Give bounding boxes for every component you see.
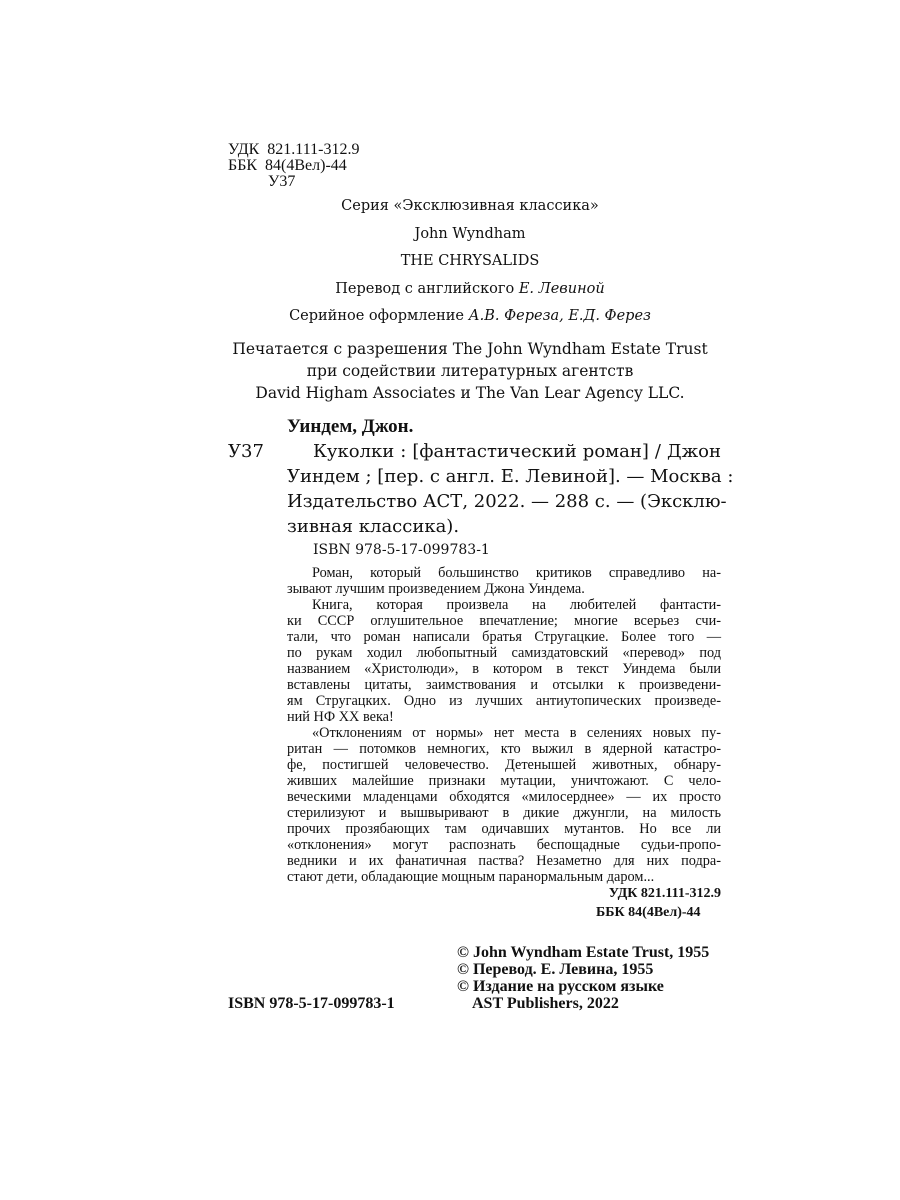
copyright-line: © Издание на русском языке (457, 978, 664, 995)
design-prefix: Серийное оформление (289, 308, 465, 324)
udk-header (228, 142, 359, 158)
series-line: Серия «Эксклюзивная классика» (341, 198, 599, 214)
bib-line: Уиндем ; [пер. с англ. Е. Левиной]. — Москва : (287, 466, 734, 487)
translator: Е. Левиной (518, 281, 605, 297)
license-line: David Higham Associates и The Van Lear Agency LLC. (255, 384, 685, 402)
annotation-line: названием «Христолюди», в котором в текст Уиндема были (287, 661, 721, 677)
annotation-line: живших малейшие признаки мутации, уничтожают. С чело- (287, 773, 721, 789)
bib-author-heading: Уиндем, Джон. (287, 416, 414, 437)
bib-line: Издательство АСТ, 2022. — 288 с. — (Эксклю- (287, 491, 727, 512)
annotation-line: ведники и их фанатичная паства? Незаметно для них подра- (287, 853, 721, 869)
title-original: THE CHRYSALIDS (400, 253, 540, 269)
footer-udk: УДК 821.111-312.9 (608, 886, 721, 901)
annotation-line: прочих прозябающих там одичавших мутантов. Но все ли (287, 821, 721, 837)
bbk-label: ББК (228, 157, 258, 174)
annotation-line: ям Стругацких. Одно из лучших антиутопических произведе- (287, 693, 721, 709)
bib-sign: У37 (228, 441, 264, 462)
annotation-line: ки СССР оглушительное впечатление; многие всерьез счи- (287, 613, 721, 629)
annotation-line: ритан — потомков немногих, кто выжил в ядерной катастро- (287, 741, 721, 757)
copyright-line: © Перевод. Е. Левина, 1955 (457, 961, 654, 978)
footer-bbk: ББК 84(4Вел)-44 (596, 905, 701, 920)
annotation-line: вставлены цитаты, заимствования и отсылки к произведени- (287, 677, 721, 693)
annotation-line: Книга, которая произвела на любителей фантасти- (312, 597, 721, 613)
bib-isbn: ISBN 978-5-17-099783-1 (313, 542, 490, 558)
annotation-line: «Отклонениям от нормы» нет места в селениях новых пу- (312, 725, 721, 741)
designers: А.В. Фереза, Е.Д. Ферез (468, 308, 651, 324)
license-line: Печатается с разрешения The John Wyndham Estate Trust (232, 340, 708, 358)
translation-line (0, 281, 900, 297)
license-line: при содействии литературных агентств (306, 362, 634, 380)
annotation-line: Роман, который большинство критиков справедливо на- (312, 565, 721, 581)
annotation-line: тали, что роман написали братья Стругацкие. Более того — (287, 629, 721, 645)
annotation-line: зывают лучшим произведением Джона Уиндема. (287, 581, 585, 597)
annotation-line: ний НФ XX века! (287, 709, 394, 725)
bbk-code: 84(4Вел)-44 (265, 157, 347, 174)
author-original: John Wyndham (414, 226, 526, 242)
bbk-header (228, 158, 347, 174)
copyright-line: AST Publishers, 2022 (472, 995, 619, 1012)
annotation-line: стают дети, обладающие мощным паранормальным даром... (287, 869, 655, 885)
udk-code: 821.111-312.9 (267, 141, 360, 158)
annotation-line: фе, постигшей человечество. Детенышей животных, обнару- (287, 757, 721, 773)
annotation-line: стерилизуют и вышвыривают в дикие джунгли, на милость (287, 805, 721, 821)
translation-prefix: Перевод с английского (335, 281, 515, 297)
udk-label: УДК (228, 141, 260, 158)
annotation-line: по рукам ходил любопытный самиздатовский «перевод» под (287, 645, 721, 661)
author-sign: У37 (268, 173, 296, 190)
design-line (0, 308, 900, 324)
bib-line: зивная классика). (287, 516, 460, 537)
copyright-line: © John Wyndham Estate Trust, 1955 (457, 944, 710, 961)
isbn-bold: ISBN 978-5-17-099783-1 (228, 995, 395, 1012)
annotation-line: «отклонения» могут распознать беспощадные судьи-пропо- (287, 837, 721, 853)
annotation-line: веческими младенцами обходятся «милосерднее» — их просто (287, 789, 721, 805)
bib-line: Куколки : [фантастический роман] / Джон (313, 441, 721, 462)
